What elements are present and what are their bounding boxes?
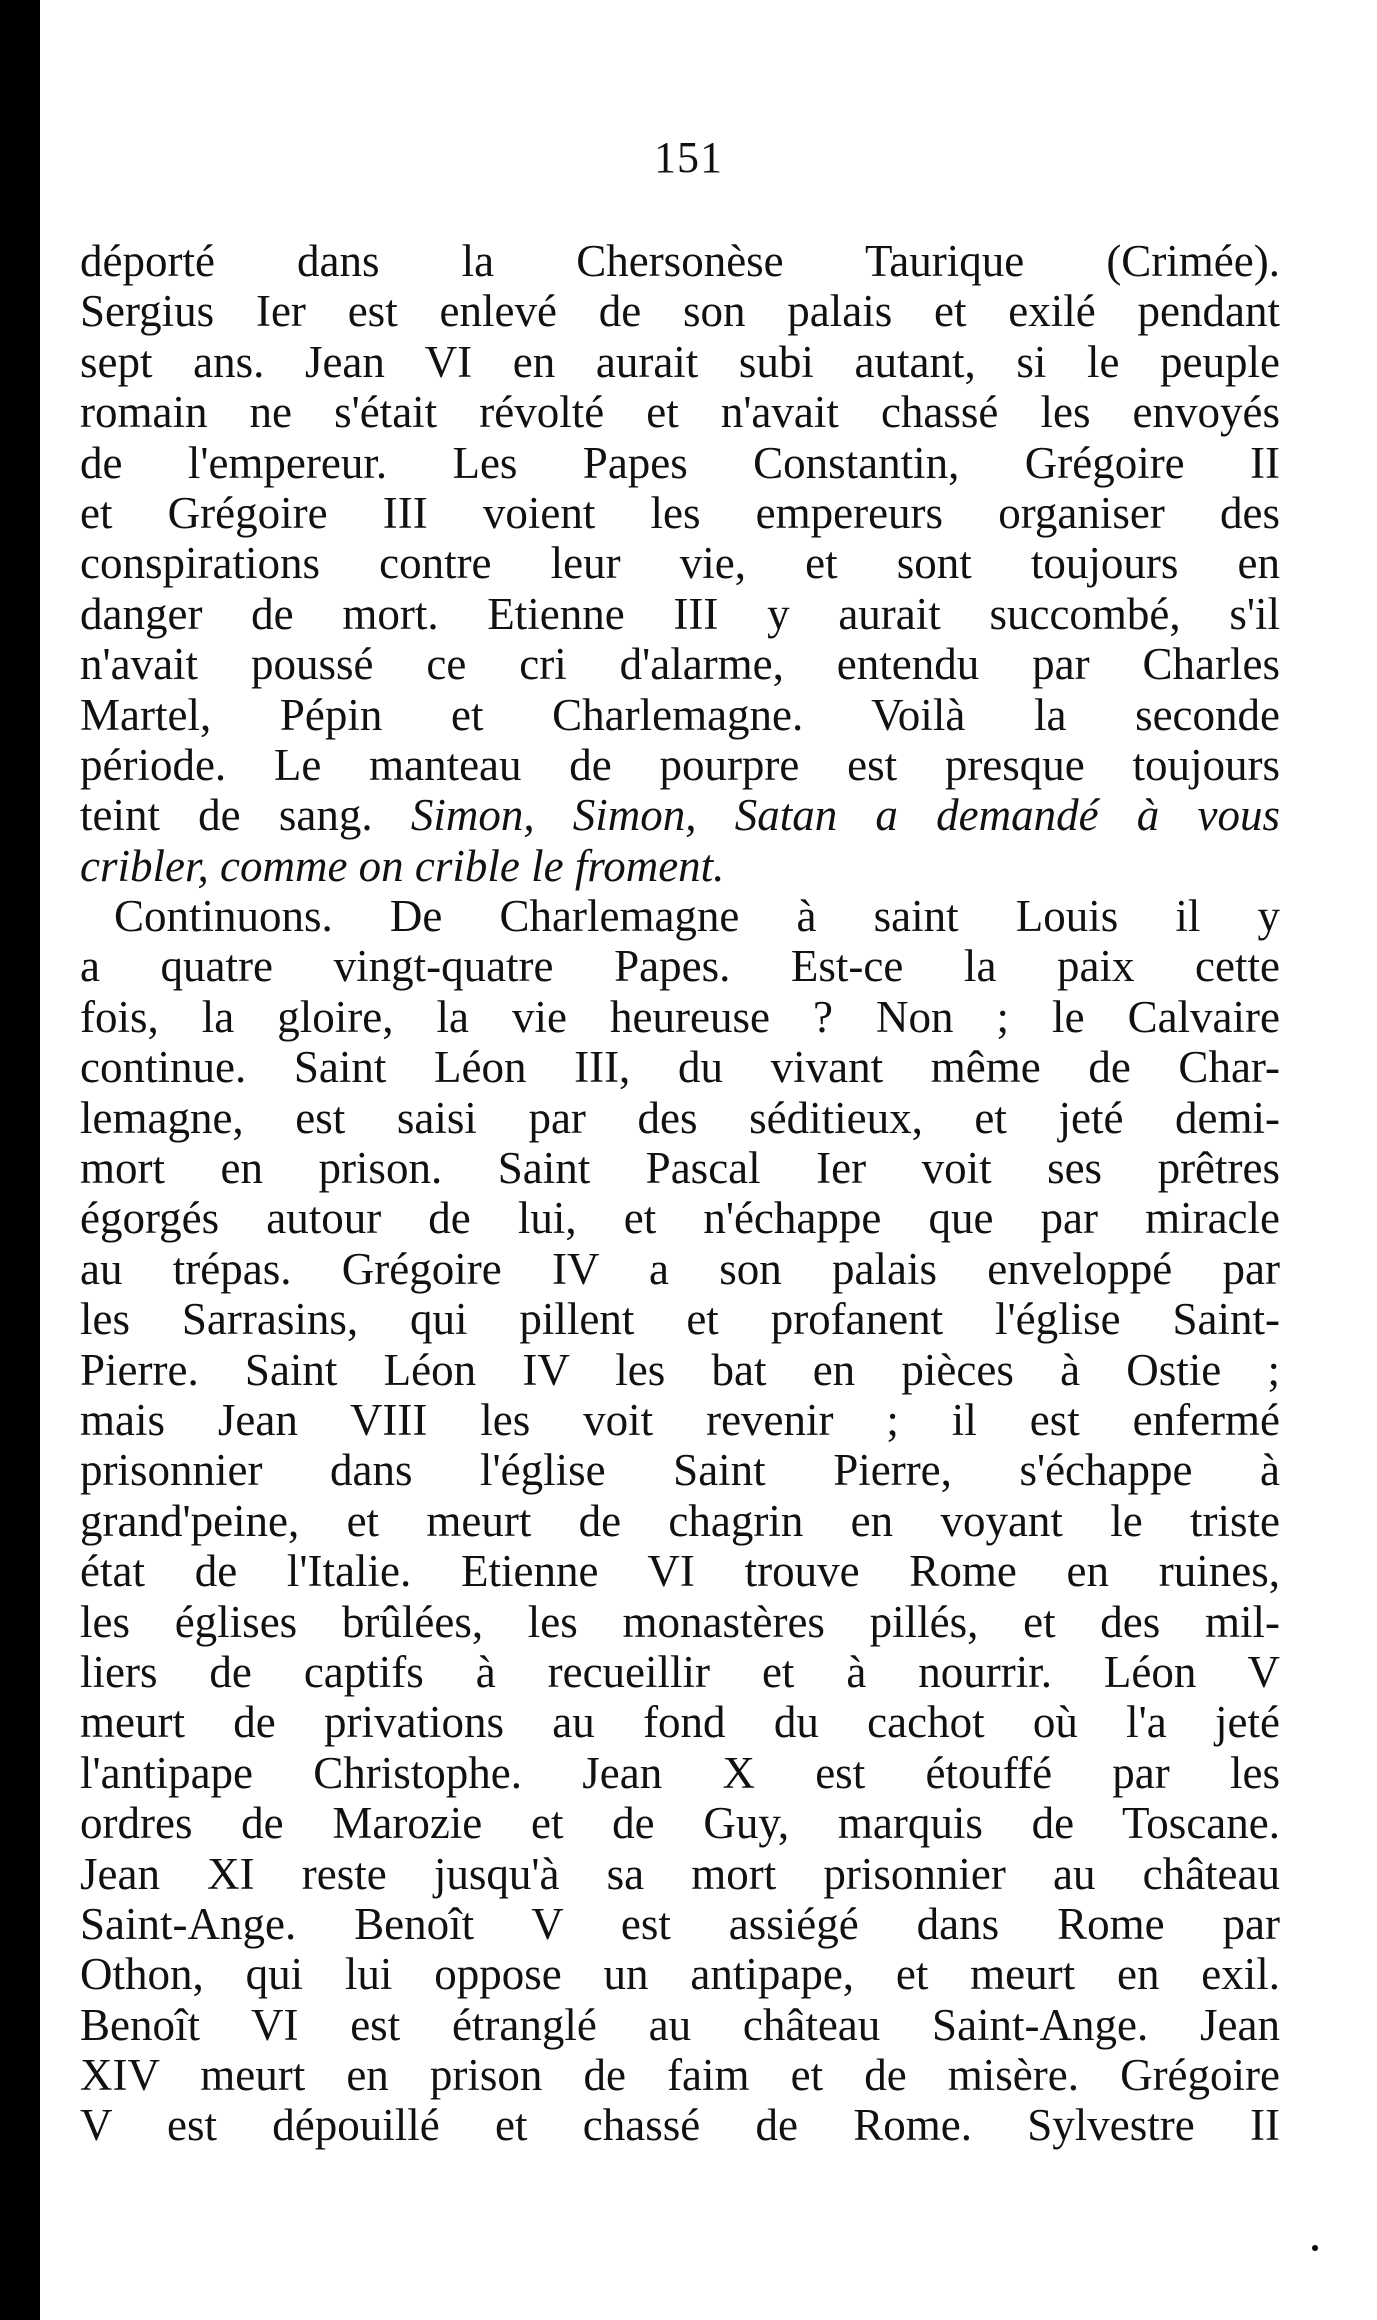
print-speck: [1312, 2245, 1318, 2251]
text-line: [80, 1143, 1280, 1193]
line-text: les Sarrasins, qui pillent et profanent l'église Saint-: [80, 1294, 1280, 1345]
line-text: grand'peine, et meurt de chagrin en voyant le triste: [80, 1495, 1280, 1546]
text-line: [80, 1496, 1280, 1546]
text-line: [80, 2000, 1280, 2050]
line-text: teint de sang.: [80, 790, 411, 841]
line-text: Benoît VI est étranglé au château Saint-Ange. Jean: [80, 1999, 1280, 2050]
line-text: prisonnier dans l'église Saint Pierre, s'échappe à: [80, 1445, 1280, 1496]
text-line: [80, 639, 1280, 689]
italic-quote: cribler, comme on crible le froment.: [80, 840, 725, 891]
line-text: sept ans. Jean VI en aurait subi autant, si le peuple: [80, 336, 1280, 387]
text-line: [80, 1294, 1280, 1344]
line-text: meurt de privations au fond du cachot où l'a jeté: [80, 1697, 1280, 1748]
line-text: V est dépouillé et chassé de Rome. Sylvestre II: [80, 2100, 1280, 2151]
text-line: [80, 1849, 1280, 1899]
line-text: Othon, qui lui oppose un antipape, et meurt en exil.: [80, 1949, 1280, 2000]
line-text: au trépas. Grégoire IV a son palais enveloppé par: [80, 1243, 1280, 1294]
text-line: [80, 2100, 1280, 2150]
text-line: [80, 1395, 1280, 1445]
line-text: lemagne, est saisi par des séditieux, et jeté demi-: [80, 1092, 1280, 1143]
text-line: [80, 1597, 1280, 1647]
line-text: égorgés autour de lui, et n'échappe que par miracle: [80, 1193, 1280, 1244]
text-line: [80, 1798, 1280, 1848]
text-line: [80, 1647, 1280, 1697]
text-line: [80, 740, 1280, 790]
line-text: Pierre. Saint Léon IV les bat en pièces à Ostie ;: [80, 1344, 1280, 1395]
text-line: [80, 841, 1280, 891]
text-line: [80, 387, 1280, 437]
text-line: [80, 790, 1280, 840]
text-line: [80, 1697, 1280, 1747]
line-text: et Grégoire III voient les empereurs organiser des: [80, 487, 1280, 538]
text-line: [80, 1445, 1280, 1495]
text-line: [80, 286, 1280, 336]
body-text: [80, 236, 1280, 2151]
text-line: [80, 589, 1280, 639]
text-line: [80, 438, 1280, 488]
line-text: Continuons. De Charlemagne à saint Louis il y: [114, 891, 1280, 942]
text-line: [80, 538, 1280, 588]
line-text: Martel, Pépin et Charlemagne. Voilà la seconde: [80, 689, 1280, 740]
text-line: [80, 1244, 1280, 1294]
line-text: mais Jean VIII les voit revenir ; il est enfermé: [80, 1394, 1280, 1445]
text-line: [80, 992, 1280, 1042]
line-text: déporté dans la Chersonèse Taurique (Crimée).: [80, 236, 1280, 286]
text-line: [80, 941, 1280, 991]
line-text: mort en prison. Saint Pascal Ier voit ses prêtres: [80, 1143, 1280, 1194]
line-text: danger de mort. Etienne III y aurait succombé, s'il: [80, 588, 1280, 639]
text-line: [80, 1899, 1280, 1949]
line-text: conspirations contre leur vie, et sont toujours en: [80, 538, 1280, 589]
page-edge-shadow: [0, 0, 40, 2320]
text-line: [80, 488, 1280, 538]
line-text: ordres de Marozie et de Guy, marquis de Toscane.: [80, 1798, 1280, 1849]
line-text: Saint-Ange. Benoît V est assiégé dans Rome par: [80, 1898, 1280, 1949]
text-line: [80, 891, 1280, 941]
line-text: période. Le manteau de pourpre est presque toujours: [80, 739, 1280, 790]
line-text: de l'empereur. Les Papes Constantin, Grégoire II: [80, 437, 1280, 488]
text-line: [80, 1093, 1280, 1143]
text-line: [80, 1042, 1280, 1092]
line-text: romain ne s'était révolté et n'avait chassé les envoyés: [80, 387, 1280, 438]
line-text: l'antipape Christophe. Jean X est étouffé par les: [80, 1747, 1280, 1798]
text-line: [80, 1345, 1280, 1395]
text-line: [80, 1949, 1280, 1999]
line-text: liers de captifs à recueillir et à nourrir. Léon V: [80, 1646, 1280, 1697]
text-line: [80, 2050, 1280, 2100]
text-line: [80, 337, 1280, 387]
text-line: [80, 690, 1280, 740]
text-line: [80, 236, 1280, 286]
line-text: Jean XI reste jusqu'à sa mort prisonnier au château: [80, 1848, 1280, 1899]
line-text: a quatre vingt-quatre Papes. Est-ce la paix cette: [80, 941, 1280, 992]
text-line: [80, 1748, 1280, 1798]
line-text: fois, la gloire, la vie heureuse ? Non ; le Calvaire: [80, 991, 1280, 1042]
page-number: 151: [654, 133, 723, 182]
line-text: continue. Saint Léon III, du vivant même de Char-: [80, 1042, 1280, 1093]
line-text: état de l'Italie. Etienne VI trouve Rome en ruines,: [80, 1546, 1280, 1597]
text-line: [80, 1193, 1280, 1243]
line-text: XIV meurt en prison de faim et de misère. Grégoire: [80, 2050, 1280, 2101]
italic-quote: Simon, Simon, Satan a demandé à vous: [410, 790, 1280, 841]
line-text: les églises brûlées, les monastères pillés, et des mil-: [80, 1596, 1280, 1647]
line-text: n'avait poussé ce cri d'alarme, entendu par Charles: [80, 639, 1280, 690]
line-text: Sergius Ier est enlevé de son palais et exilé pendant: [80, 286, 1280, 337]
text-line: [80, 1546, 1280, 1596]
